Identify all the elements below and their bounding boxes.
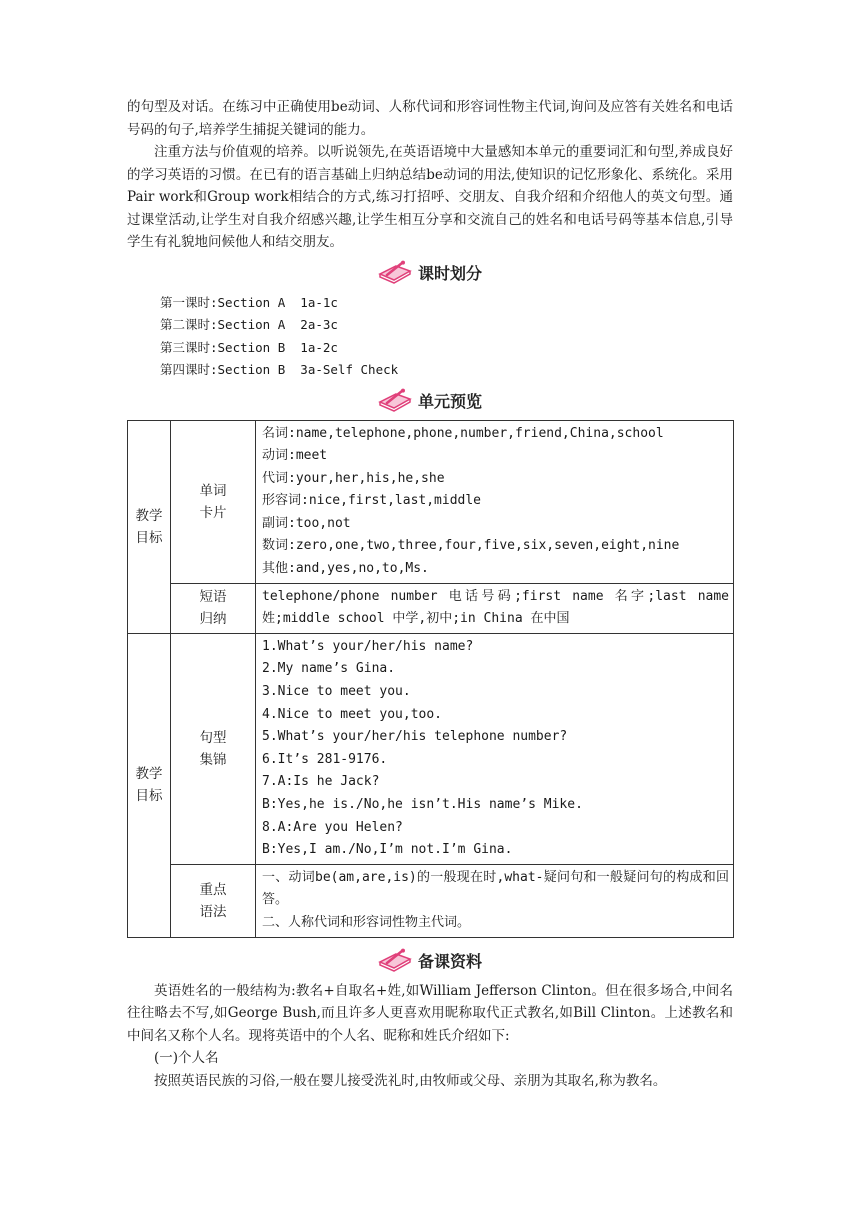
sentence-line: 5.What’s your/her/his telephone number? [262, 729, 568, 745]
schedule-item: 第四课时:Section B 3a-Self Check [160, 362, 399, 377]
preview-title: 单元预览 [417, 392, 482, 411]
intro-paragraph-1: 的句型及对话。在练习中正确使用be动词、人称代词和形容词性物主代词,询问及应答有关姓名和电话号码的句子,培养学生捕捉关键词的能力。 [127, 99, 733, 138]
notes-section [127, 980, 733, 1093]
phrase-label-cell: 短语 归纳 [171, 583, 256, 633]
schedule-title: 课时划分 [417, 264, 482, 283]
book-pen-icon [378, 388, 412, 414]
vocab-line: 数词:zero,one,two,three,four,five,six,seven,eight,nine [262, 538, 680, 554]
vocab-label-cell: 单词 卡片 [171, 420, 256, 583]
sentence-line: 4.Nice to meet you,too. [262, 706, 443, 722]
table-row [128, 583, 734, 633]
intro-paragraph-2: 注重方法与价值观的培养。以听说领先,在英语语境中大量感知本单元的重要词汇和句型,养成良好的学习英语的习惯。在已有的语言基础上归纳总结be动词的用法,使知识的记忆形象化、系统化。采用Pair work和Group work相结合的方式,练习打招呼、交朋友、自我介绍和介绍他人的英文句型。通过课堂活动,让学生对自我介绍感兴趣,让学生相互分享和交流自己的姓名和电话号码等基本信息,引导学生有礼貌地问候他人和结交朋友。 [127, 144, 733, 250]
vocab-line: 代词:your,her,his,he,she [262, 470, 445, 486]
unit-preview-table [127, 420, 734, 938]
vocab-line: 其他:and,yes,no,to,Ms. [262, 561, 429, 577]
sentence-line: B:Yes,he is./No,he isn’t.His name’s Mike. [262, 797, 583, 812]
book-pen-icon [378, 260, 412, 286]
preview-heading [127, 384, 733, 418]
notes-title: 备课资料 [417, 952, 482, 972]
vocab-line: 形容词:nice,first,last,middle [262, 493, 482, 509]
sentence-line: 3.Nice to meet you. [262, 684, 411, 700]
vocab-line: 副词:too,not [262, 515, 351, 531]
table-row [128, 420, 734, 583]
vocab-line: 动词:meet [262, 448, 328, 464]
vocab-content-cell [256, 420, 734, 583]
sentence-content-cell [256, 633, 734, 864]
table-row [128, 633, 734, 864]
notes-heading [127, 944, 733, 978]
phrase-text: telephone/phone number 电话号码;first name 名字;last name 姓;middle school 中学,初中;in China 在中国 [262, 588, 729, 627]
vocab-line: 名词:name,telephone,phone,number,friend,China,school [262, 425, 664, 441]
schedule-item: 第三课时:Section B 1a-2c [160, 339, 338, 355]
grammar-label-cell: 重点 语法 [171, 864, 256, 937]
intro-section [127, 96, 733, 254]
sentence-line: 2.My name’s Gina. [262, 661, 396, 677]
goal-category-cell: 教学 目标 [128, 633, 171, 937]
schedule-heading [127, 256, 733, 290]
notes-paragraph: 英语姓名的一般结构为:教名+自取名+姓,如William Jefferson Clinton。但在很多场合,中间名往往略去不写,如George Bush,而且许多人更喜欢用昵称取代正式教名,如Bill Clinton。上述教名和中间名又称个人名。现将英语中的个人名、昵称和姓氏介绍如下: [127, 982, 733, 1044]
sentence-line: B:Yes,I am./No,I’m not.I’m Gina. [262, 842, 513, 858]
sentence-line: 1.What’s your/her/his name? [262, 638, 474, 654]
grammar-content-cell [256, 864, 734, 937]
notes-subheading: (一)个人名 [154, 1050, 219, 1067]
schedule-list [127, 292, 733, 382]
notes-paragraph: 按照英语民族的习俗,一般在婴儿接受洗礼时,由牧师或父母、亲朋为其取名,称为教名。 [154, 1072, 667, 1089]
document-page [127, 96, 733, 1092]
phrase-content-cell [256, 583, 734, 633]
sentence-line: 7.A:Is he Jack? [262, 774, 380, 790]
grammar-line: 二、人称代词和形容词性物主代词。 [262, 914, 471, 930]
goal-category-cell: 教学 目标 [128, 420, 171, 633]
sentence-line: 6.It’s 281-9176. [262, 751, 388, 767]
grammar-line: 一、动词be(am,are,is)的一般现在时,what-疑问句和一般疑问句的构成和回答。 [262, 869, 729, 908]
book-pen-icon [378, 948, 412, 974]
sentence-line: 8.A:Are you Helen? [262, 819, 403, 835]
schedule-item: 第一课时:Section A 1a-1c [160, 294, 338, 310]
schedule-item: 第二课时:Section A 2a-3c [160, 317, 338, 332]
table-row [128, 864, 734, 937]
sentence-label-cell: 句型 集锦 [171, 633, 256, 864]
